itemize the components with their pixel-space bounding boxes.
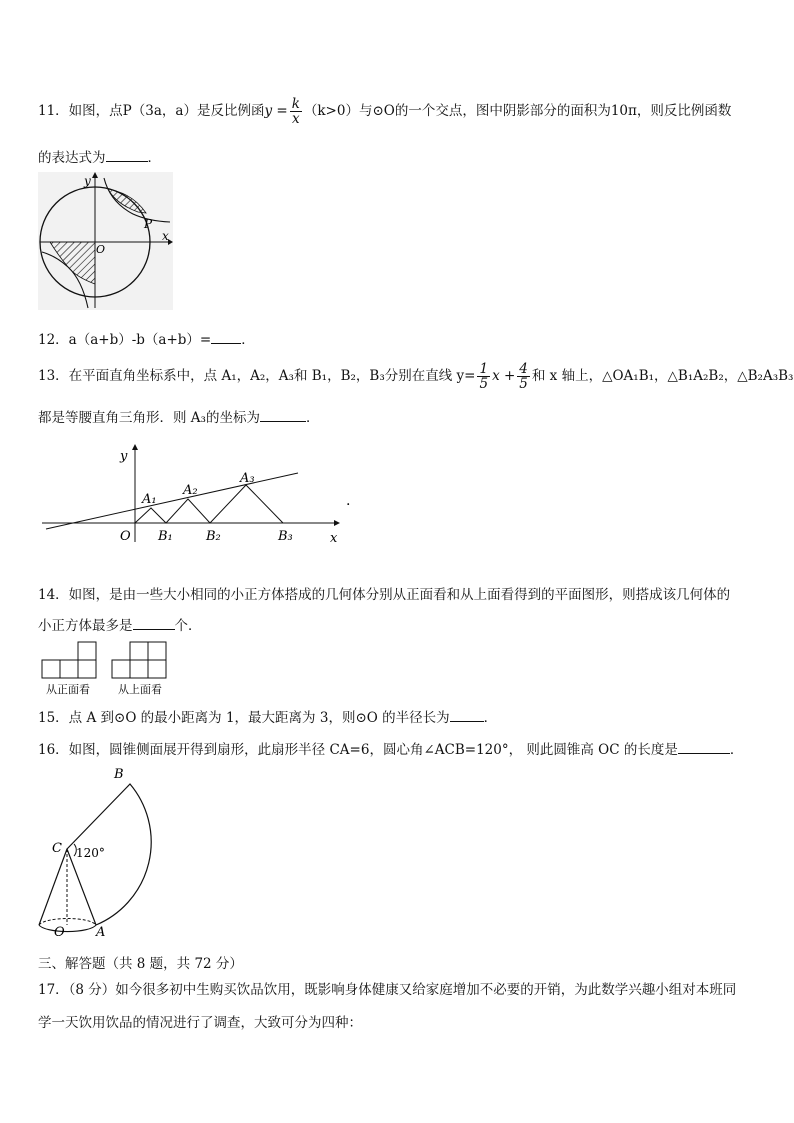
- q17-line1: [38, 978, 736, 998]
- q14-text-1: 14．如图，是由一些大小相同的小正方体搭成的几何体分别从正面看和从上面看得到的平面图形，则搭成该几何体的: [38, 587, 731, 603]
- q11-fraction: [290, 97, 302, 126]
- q11-text-b: （k>0）与⊙O的一个交点，图中阴影部分的面积为10π，则反比例函数: [303, 103, 732, 120]
- q13-text-a: 13．在平面直角坐标系中，点 A₁，A₂，A₃和 B₁，B₂，B₃分别在直线 y=: [38, 368, 476, 385]
- section-3-title: 三、解答题（共 8 题，共 72 分）: [38, 956, 243, 972]
- q13-line1: [38, 362, 793, 391]
- q14-caption-front: 从正面看: [46, 683, 90, 696]
- q11-figure: [38, 172, 173, 310]
- q11-frac-den: x: [291, 111, 300, 128]
- q13-text-b: 和 x 轴上，△OA₁B₁，△B₁A₂B₂，△B₂A₃B₃: [531, 368, 794, 385]
- q14-line1: [38, 583, 730, 603]
- q13-line: [46, 473, 298, 529]
- q11-label-y: y: [84, 174, 91, 188]
- q13-mid: x +: [492, 368, 516, 385]
- q16-label-b: B: [114, 767, 124, 782]
- q12-line: [38, 328, 255, 348]
- q13-label-b1: B₁: [158, 529, 173, 544]
- q13-fraction-1: [477, 362, 490, 391]
- q13-f1-den: 5: [479, 376, 489, 393]
- section-3-heading: [38, 952, 243, 972]
- q13-figure: [38, 442, 358, 552]
- q14-line2: [38, 614, 202, 634]
- q13-fraction-2: [517, 362, 530, 391]
- q13-answer-blank: [260, 421, 306, 422]
- q11-text-2: 的表达式为: [38, 150, 106, 166]
- q13-label-a3: A₃: [240, 471, 255, 486]
- q17-line2: [38, 1011, 362, 1031]
- q13-f2-den: 5: [519, 376, 528, 393]
- q14-caption-top: 从上面看: [118, 683, 162, 696]
- q14-top-view: [112, 642, 166, 678]
- q11-label-o: O: [96, 243, 106, 256]
- q13-text-2: 都是等腰直角三角形．则 A₃的坐标为: [38, 410, 260, 426]
- q12-text: 12．a（a+b）-b（a+b）=: [38, 332, 212, 348]
- q12-answer-blank: [211, 343, 241, 344]
- q13-label-b2: B₂: [206, 529, 221, 544]
- q11-label-p: P: [144, 217, 153, 231]
- q14-answer-blank: [133, 629, 175, 630]
- q11-end: ．: [147, 150, 161, 166]
- q13-line2: [38, 406, 319, 426]
- q13-label-o: O: [120, 529, 131, 544]
- q16-text: 16．如图，圆锥侧面展开得到扇形，此扇形半径 CA=6，圆心角∠ACB=120°， 则此圆锥高 OC 的长度是: [38, 742, 678, 758]
- q15-line: [38, 706, 497, 726]
- q16-cone-left: [39, 849, 67, 925]
- q11-text-a: 11．如图，点P（3a，a）是反比例函: [38, 103, 265, 120]
- q13-label-a1: A₁: [142, 492, 157, 507]
- q13-label-a2: A₂: [183, 483, 198, 498]
- q13-end: ．: [305, 410, 320, 426]
- q11-line2: [38, 146, 161, 166]
- q15-end: ．: [483, 710, 498, 726]
- q14-end: 个．: [174, 618, 202, 634]
- q17-text-1: 17．（8 分）如今很多初中生购买饮品饮用，既影响身体健康又给家庭增加不必要的开销，为此数学兴趣小组对本班同: [38, 982, 737, 998]
- q14-text-2: 小正方体最多是: [38, 618, 133, 634]
- q16-figure: [36, 764, 166, 944]
- q11-frac-num: k: [291, 96, 300, 112]
- q13-label-y: y: [120, 449, 128, 464]
- q13-f1-num: 1: [479, 361, 489, 377]
- q16-label-angle: 120°: [76, 846, 105, 860]
- q13-label-x: x: [330, 531, 338, 546]
- q12-end: ．: [241, 332, 255, 348]
- q16-label-a: A: [96, 925, 106, 940]
- q16-label-o: O: [54, 925, 65, 940]
- q14-front-view: [42, 642, 96, 678]
- q11-label-x: x: [162, 229, 169, 243]
- q16-base-front: [39, 925, 96, 932]
- q14-figure: [38, 640, 188, 698]
- q15-text: 15．点 A 到⊙O 的最小距离为 1，最大距离为 3，则⊙O 的半径长为: [38, 710, 450, 726]
- q16-end: ．: [729, 742, 744, 758]
- q15-answer-blank: [450, 721, 484, 722]
- q16-label-c: C: [52, 841, 62, 856]
- q13-label-b3: B₃: [278, 529, 293, 544]
- q13-f2-num: 4: [519, 361, 528, 377]
- q16-answer-blank: [678, 753, 730, 754]
- q16-line: [38, 738, 743, 758]
- q17-text-2: 学一天饮用饮品的情况进行了调查，大致可分为四种：: [38, 1015, 362, 1031]
- q11-answer-blank: [106, 161, 148, 162]
- q11-y-eq: y =: [264, 103, 288, 120]
- q13-label-dot: .: [346, 493, 351, 509]
- q11-line1: [38, 97, 731, 126]
